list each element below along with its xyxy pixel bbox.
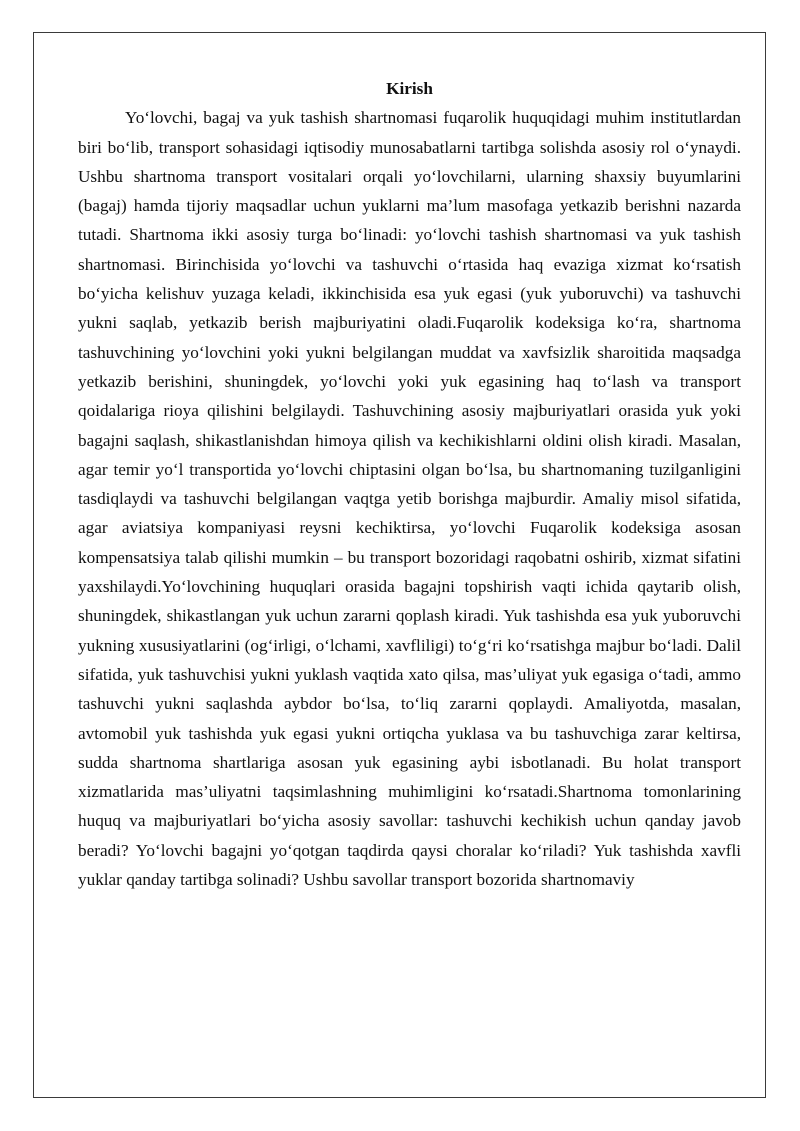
document-paragraph: Yo‘lovchi, bagaj va yuk tashish shartnomasi fuqarolik huquqidagi muhim institutlardan biri bo‘lib, transport sohasidagi iqtisodiy munosabatlarni tartibga solishda asosiy rol o‘ynaydi. Ushbu shartnoma transport vositalari orqali yo‘lovchilarni, ularning shaxsiy buyumlarini (bagaj) hamda tijoriy maqsadlar uchun yuklarni ma’lum masofaga yetkazib berishni nazarda tutadi. Shartnoma ikki asosiy turga bo‘linadi: yo‘lovchi tashish shartnomasi va yuk tashish shartnomasi. Birinchisida yo‘lovchi va tashuvchi o‘rtasida haq evaziga xizmat ko‘rsatish bo‘yicha kelishuv yuzaga keladi, ikkinchisida esa yuk egasi (yuk yuboruvchi) va tashuvchi yukni saqlab, yetkazib berish majburiyatini oladi.Fuqarolik kodeksiga ko‘ra, shartnoma tashuvchining yo‘lovchini yoki yukni belgilangan muddat va xavfsizlik sharoitida maqsadga yetkazib berishini, shuningdek, yo‘lovchi yoki yuk egasining haq to‘lash va transport qoidalariga rioya qilishini belgilaydi. Tashuvchining asosiy majburiyatlari orasida yuk yoki bagajni saqlash, shikastlanishdan himoya qilish va kechikishlarni oldini olish kiradi. Masalan, agar temir yo‘l transportida yo‘lovchi chiptasini olgan bo‘lsa, bu shartnomaning tuzilganligini tasdiqlaydi va tashuvchi belgilangan vaqtga yetib borishga majburdir. Amaliy misol sifatida, agar aviatsiya kompaniyasi reysni kechiktirsa, yo‘lovchi Fuqarolik kodeksiga asosan kompensatsiya talab qilishi mumkin – bu transport bozoridagi raqobatni oshirib, xizmat sifatini yaxshilaydi.Yo‘lovchining huquqlari orasida bagajni topshirish vaqti ichida qaytarib olish, shuningdek, shikastlangan yuk uchun zararni qoplash kiradi. Yuk tashishda esa yuk yuboruvchi yukning xususiyatlarini (og‘irligi, o‘lchami, xavfliligi) to‘g‘ri ko‘rsatishga majbur bo‘ladi. Dalil sifatida, yuk tashuvchisi yukni yuklash vaqtida xato qilsa, mas’uliyat yuk egasiga o‘tadi, ammo tashuvchi yukni saqlashda aybdor bo‘lsa, to‘liq zararni qoplaydi. Amaliyotda, masalan, avtomobil yuk tashishda yuk egasi yukni ortiqcha yuklasa va bu tashuvchiga zarar keltirsa, sudda shartnoma shartlariga asosan yuk egasining aybi isbotlanadi. Bu holat transport xizmatlarida mas’uliyatni taqsimlashning muhimligini ko‘rsatadi.Shartnoma tomonlarining huquq va majburiyatlari bo‘yicha asosiy savollar: tashuvchi kechikish uchun qanday javob beradi? Yo‘lovchi bagajni yo‘qotgan taqdirda qaysi choralar ko‘riladi? Yuk tashishda xavfli yuklar qanday tartibga solinadi? Ushbu savollar transport bozorida shartnomaviy <box>78 108 741 890</box>
document-title: Kirish <box>386 79 433 98</box>
document-body <box>78 74 741 894</box>
